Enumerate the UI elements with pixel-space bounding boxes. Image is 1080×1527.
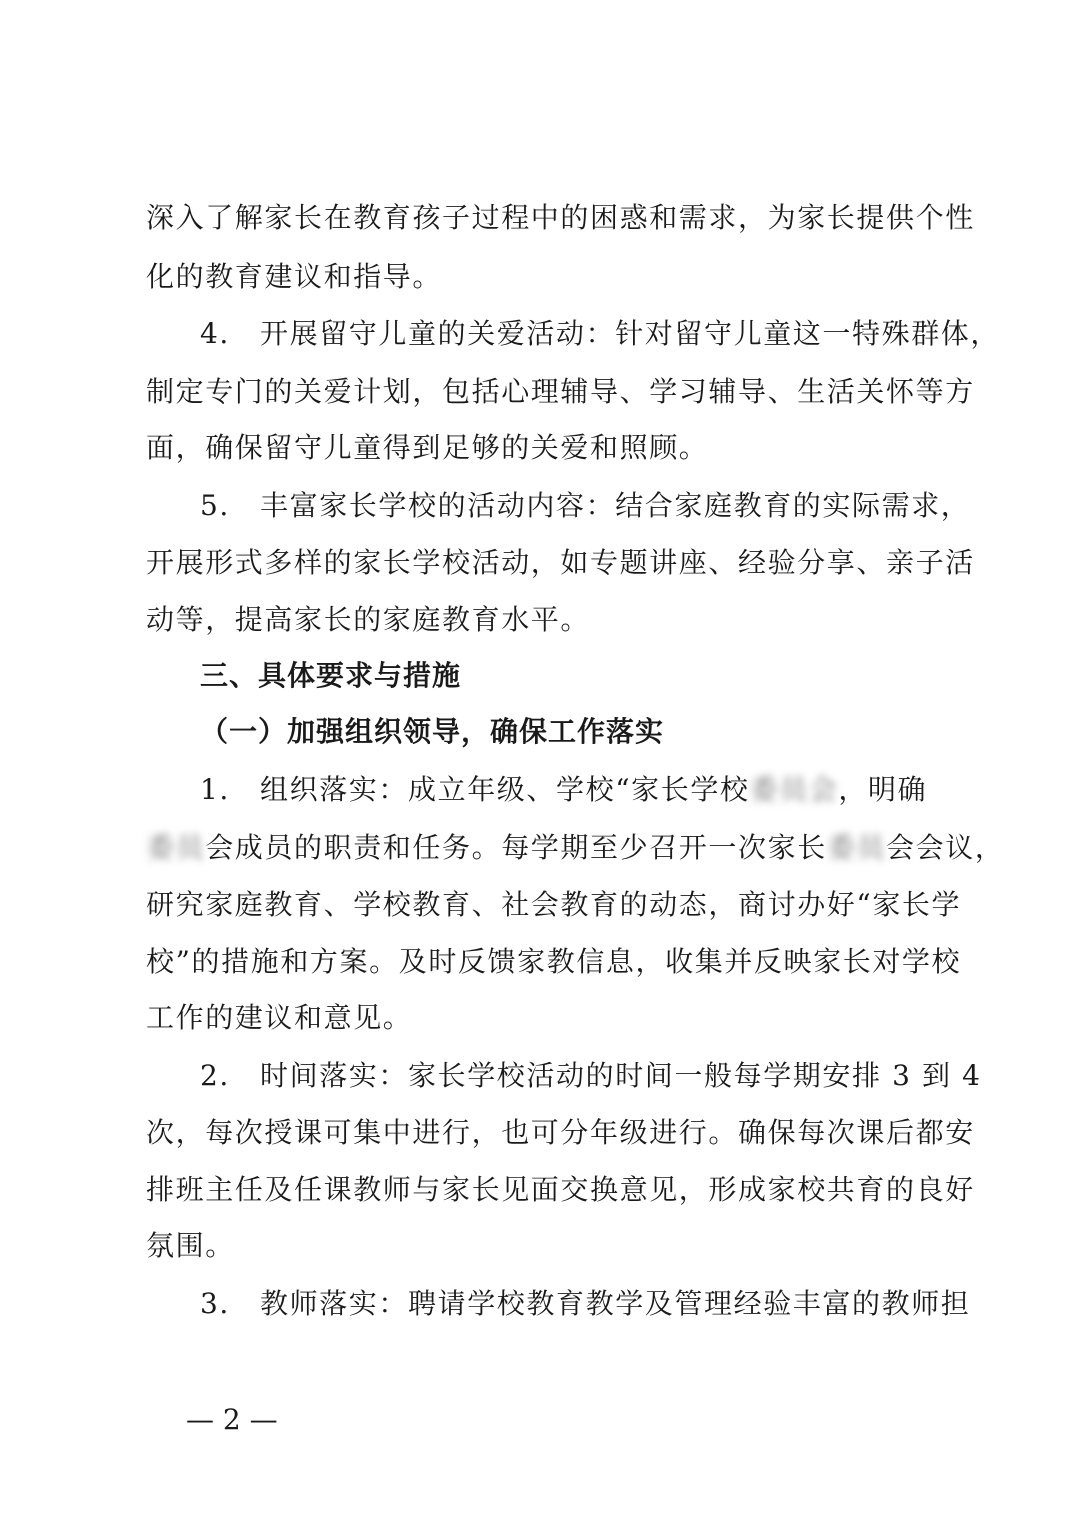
paragraph-line: 氛围。 (146, 1229, 235, 1262)
paragraph-line: 排班主任及任课教师与家长见面交换意见，形成家校共育的良好 (146, 1173, 975, 1206)
paragraph-line: 工作的建议和意见。 (146, 1001, 413, 1034)
paragraph-line: 深入了解家长在教育孩子过程中的困惑和需求，为家长提供个性 (146, 201, 975, 234)
paragraph-line: 面，确保留守儿童得到足够的关爱和照顾。 (146, 431, 709, 464)
paragraph-line: 动等，提高家长的家庭教育水平。 (146, 603, 591, 636)
list-item-text: 时间落实：家长学校活动的时间一般每学期安排 3 到 4 (260, 1059, 982, 1092)
subsection-heading: （一）加强组织领导，确保工作落实 (200, 715, 665, 748)
paragraph-line: 制定专门的关爱计划，包括心理辅导、学习辅导、生活关怀等方 (146, 375, 975, 408)
redacted-text: 委员会 (749, 773, 839, 806)
list-number: 3. (200, 1287, 230, 1320)
list-item-4 (200, 314, 1000, 354)
list-item-3 (200, 1284, 1000, 1324)
list-item-1 (200, 770, 1000, 810)
list-number: 5. (200, 489, 230, 522)
paragraph-line (146, 828, 1005, 868)
list-item-text: 开展留守儿童的关爱活动：针对留守儿童这一特殊群体， (260, 317, 1001, 350)
list-item-2 (200, 1056, 1000, 1096)
list-item-text: ，明确 (838, 773, 928, 806)
redacted-text: 委员 (146, 831, 206, 864)
list-item-text: 教师落实：聘请学校教育教学及管理经验丰富的教师担 (260, 1287, 971, 1320)
paragraph-text: 会成员的职责和任务。每学期至少召开一次家长 (205, 831, 827, 864)
paragraph-text: 会会议， (886, 831, 1005, 864)
paragraph-line: 校”的措施和方案。及时反馈家教信息，收集并反映家长对学校 (146, 945, 962, 978)
paragraph-line: 开展形式多样的家长学校活动，如专题讲座、经验分享、亲子活 (146, 546, 975, 579)
list-item-text: 丰富家长学校的活动内容：结合家庭教育的实际需求， (260, 489, 971, 522)
list-item-5 (200, 486, 1000, 526)
list-number: 1. (200, 773, 230, 806)
section-heading: 三、具体要求与措施 (200, 659, 462, 692)
list-item-text: 组织落实：成立年级、学校“家长学校 (260, 773, 750, 806)
paragraph-line: 化的教育建议和指导。 (146, 260, 443, 293)
paragraph-line: 研究家庭教育、学校教育、社会教育的动态，商讨办好“家长学 (146, 888, 962, 921)
paragraph-line: 次，每次授课可集中进行，也可分年级进行。确保每次课后都安 (146, 1116, 975, 1149)
list-number: 4. (200, 317, 230, 350)
redacted-text: 委员 (826, 831, 887, 864)
list-number: 2. (200, 1059, 230, 1092)
page-number: — 2 — (186, 1403, 278, 1436)
